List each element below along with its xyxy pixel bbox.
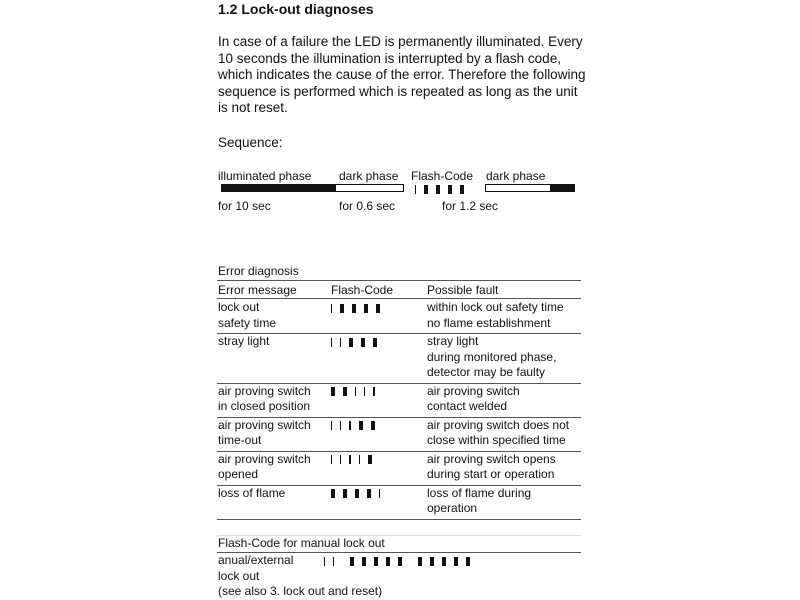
illuminated-bar-2: [551, 184, 575, 192]
error-message-line: air proving switch: [218, 417, 311, 432]
manual-line: (see also 3. lock out and reset): [218, 584, 383, 598]
error-message: [218, 334, 269, 350]
pulse-mark: [359, 455, 360, 464]
sequence-title: Sequence:: [218, 135, 283, 150]
possible-fault-line: loss of flame during: [427, 485, 532, 500]
pulse-mark: [331, 421, 332, 430]
error-message-line: air proving switch: [218, 383, 311, 398]
pulse-mark: [424, 185, 428, 194]
header-possible-fault: Possible fault: [427, 283, 499, 297]
paragraph-line: In case of a failure the LED is permanently illuminated. Every: [218, 34, 583, 49]
pulse-mark: [340, 304, 344, 313]
pulse-mark: [374, 557, 378, 566]
possible-fault: [427, 486, 531, 517]
possible-fault-line: air proving switch does not: [427, 417, 570, 432]
pulse-mark: [350, 557, 354, 566]
error-message-line: stray light: [218, 334, 270, 348]
pulse-mark: [355, 387, 356, 396]
pulse-mark: [333, 557, 334, 566]
pulse-mark: [368, 455, 372, 464]
error-message-line: lock out: [218, 300, 260, 314]
pulse-mark: [364, 387, 365, 396]
dark-phase-label-2: dark phase: [486, 169, 546, 183]
pulse-mark: [362, 557, 366, 566]
pulse-mark: [361, 338, 365, 347]
possible-fault-line: detector may be faulty: [427, 365, 546, 379]
possible-fault: [427, 384, 520, 415]
flash-code-pattern: [331, 421, 375, 431]
pulse-mark: [436, 185, 440, 194]
pulse-mark: [376, 304, 380, 313]
dark-phase-label: dark phase: [339, 169, 399, 183]
error-message: [218, 384, 311, 415]
dark-bar: [335, 184, 404, 192]
flash-code-pattern: [331, 337, 377, 347]
error-message-line: air proving switch: [218, 451, 311, 466]
paragraph-line: is not reset.: [218, 100, 288, 115]
possible-fault-line: during start or operation: [427, 467, 555, 481]
error-message: [218, 300, 276, 331]
pulse-mark: [367, 489, 371, 498]
possible-fault-line: contact welded: [427, 399, 508, 413]
pulse-mark: [331, 387, 335, 396]
error-message-line: time-out: [218, 433, 262, 447]
pulse-mark: [349, 421, 350, 430]
flash-time: for 1.2 sec: [442, 199, 499, 213]
error-message: [218, 418, 311, 449]
pulse-mark: [415, 185, 416, 194]
illuminated-time: for 10 sec: [218, 199, 271, 213]
diagnosis-title: Error diagnosis: [218, 264, 299, 278]
pulse-mark: [454, 557, 458, 566]
pulse-mark: [430, 557, 434, 566]
possible-fault-line: during monitored phase,: [427, 349, 557, 364]
pulse-mark: [359, 421, 363, 430]
section-heading: 1.2 Lock-out diagnoses: [218, 1, 374, 17]
pulse-mark: [371, 421, 375, 430]
pulse-mark: [460, 185, 464, 194]
pulse-mark: [418, 557, 422, 566]
pulse-mark: [448, 185, 452, 194]
pulse-mark: [340, 455, 341, 464]
pulse-mark: [331, 489, 335, 498]
table-rule: [217, 519, 581, 520]
manual-line: lock out: [218, 568, 260, 583]
pulse-mark: [355, 489, 359, 498]
error-message-line: loss of flame: [218, 485, 286, 500]
pulse-mark: [442, 557, 446, 566]
possible-fault: [427, 334, 556, 381]
flash-code-pattern: [331, 489, 380, 499]
error-message-line: in closed position: [218, 399, 311, 413]
possible-fault-line: operation: [427, 501, 478, 515]
possible-fault-line: stray light: [427, 334, 479, 348]
possible-fault: [427, 452, 556, 483]
pulse-mark: [331, 455, 332, 464]
possible-fault: [427, 300, 564, 331]
possible-fault-line: air proving switch: [427, 383, 520, 398]
table-rule: [217, 298, 581, 299]
pulse-mark: [398, 557, 402, 566]
header-flash-code: Flash-Code: [331, 283, 394, 297]
error-message-line: opened: [218, 467, 259, 481]
intro-paragraph: [218, 34, 590, 117]
paragraph-line: 10 seconds the illumination is interrupted by a flash code,: [218, 50, 561, 66]
pulse-mark: [343, 387, 347, 396]
flash-code-pattern: [331, 303, 380, 313]
dark-bar-2: [485, 184, 551, 192]
pulse-mark: [379, 489, 380, 498]
error-message-line: safety time: [218, 315, 277, 330]
pulse-mark: [331, 304, 332, 313]
error-message: [218, 452, 311, 483]
pulse-mark: [324, 557, 325, 566]
manual-flash-code: [324, 556, 470, 566]
pulse-mark: [349, 338, 353, 347]
possible-fault-line: air proving switch opens: [427, 451, 556, 466]
sequence-flash-pulses: [415, 184, 464, 194]
illuminated-bar: [221, 184, 335, 192]
pulse-mark: [466, 557, 470, 566]
error-message: [218, 486, 285, 502]
possible-fault-line: no flame establishment: [427, 315, 551, 330]
paragraph-line: which indicates the cause of the error. Therefore the following: [218, 67, 586, 82]
pulse-mark: [352, 304, 356, 313]
header-error-message: Error message: [218, 283, 297, 297]
pulse-mark: [340, 421, 341, 430]
pulse-mark: [373, 387, 374, 396]
pulse-mark: [386, 557, 390, 566]
manual-title: Flash-Code for manual lock out: [218, 536, 385, 550]
paragraph-line: sequence is performed which is repeated as long as the unit: [218, 83, 578, 99]
manual-line: anual/external: [218, 553, 294, 567]
pulse-mark: [331, 338, 332, 347]
pulse-mark: [340, 338, 341, 347]
possible-fault: [427, 418, 569, 449]
flash-code-label: Flash-Code: [411, 169, 474, 183]
pulse-mark: [343, 489, 347, 498]
possible-fault-line: close within specified time: [427, 433, 566, 447]
illuminated-phase-label: illuminated phase: [218, 169, 312, 183]
table-rule: [217, 280, 581, 281]
flash-code-pattern: [331, 387, 375, 397]
dark-time: for 0.6 sec: [339, 199, 396, 213]
pulse-mark: [364, 304, 368, 313]
pulse-mark: [349, 455, 350, 464]
flash-code-pattern: [331, 455, 372, 465]
possible-fault-line: within lock out safety time: [427, 300, 564, 314]
pulse-mark: [373, 338, 377, 347]
